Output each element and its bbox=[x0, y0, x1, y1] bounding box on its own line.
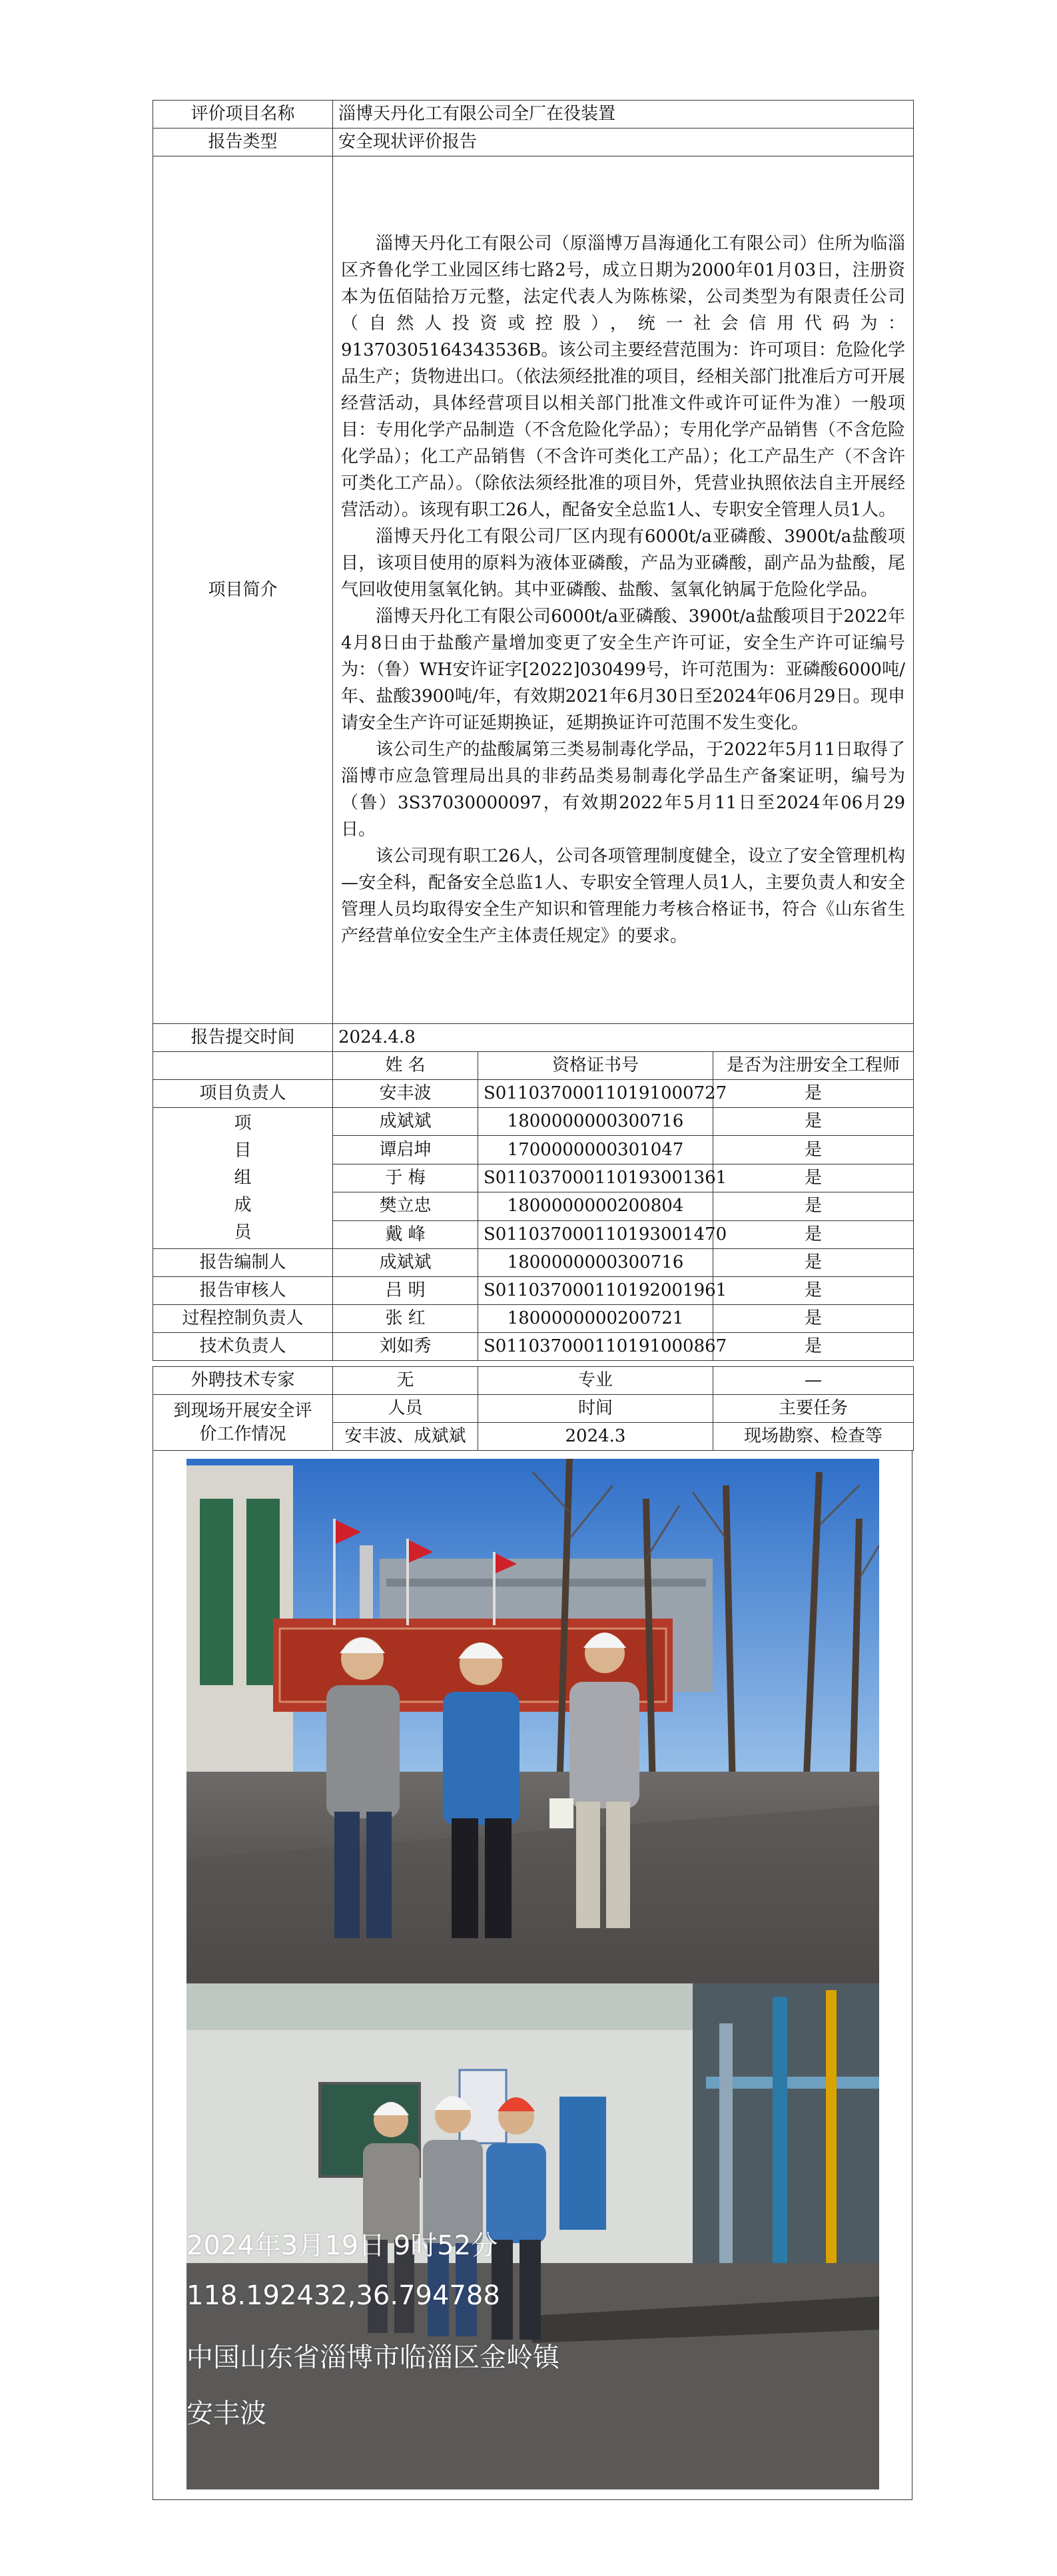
role-label: 过程控制负责人 bbox=[153, 1305, 333, 1333]
member-name: 戴 峰 bbox=[333, 1220, 478, 1248]
role-cert: S011037000110192001961 bbox=[478, 1277, 713, 1305]
member-name: 樊立忠 bbox=[333, 1192, 478, 1220]
site-time: 2024.3 bbox=[478, 1423, 713, 1451]
site-task: 现场勘察、检查等 bbox=[713, 1423, 914, 1451]
role-registered: 是 bbox=[713, 1333, 914, 1361]
role-registered: 是 bbox=[713, 1249, 914, 1277]
intro-label: 项目简介 bbox=[153, 156, 333, 1024]
info-table bbox=[153, 100, 914, 1361]
member-registered: 是 bbox=[713, 1192, 914, 1220]
role-name: 张 红 bbox=[333, 1305, 478, 1333]
members-label-char: 项 bbox=[234, 1113, 252, 1133]
intro-paragraph: 该公司现有职工26人，公司各项管理制度健全，设立了安全管理机构—安全科，配备安全总监1人、专职安全管理人员1人，主要负责人和安全管理人员均取得安全生产知识和管理能力考核合格证书，符合《山东省生产经营单位安全生产主体责任规定》的要求。 bbox=[341, 846, 906, 946]
role-name: 成斌斌 bbox=[333, 1249, 478, 1277]
report-type-label: 报告类型 bbox=[153, 129, 333, 156]
report-type-value: 安全现状评价报告 bbox=[333, 129, 914, 156]
intro-paragraph: 淄博天丹化工有限公司（原淄博万昌海通化工有限公司）住所为临淄区齐鲁化学工业园区纬七路2号，成立日期为2000年01月03日，注册资本为伍佰陆拾万元整，法定代表人为陈栋梁，公司类型为有限责任公司（自然人投资或控股），统一社会信用代码为：91370305164343536B。该公司主要经营范围为：许可项目：危险化学品生产；货物进出口。（依法须经批准的项目，经相关部门批准后方可开展经营活动，具体经营项目以相关部门批准文件或许可证件为准）一般项目：专用化学产品制造（不含危险化学品）；专用化学产品销售（不含危险化学品）；化工产品销售（不含许可类化工产品）；化工产品生产（不含许可类化工产品）。（除依法须经批准的项目外，凭营业执照依法自主开展经营活动）。该现有职工26人，配备安全总监1人、专职安全管理人员1人。 bbox=[341, 234, 906, 520]
site-label-line: 到现场开展安全评 bbox=[173, 1400, 312, 1421]
watermark-person: 安丰波 bbox=[186, 2398, 266, 2429]
role-label: 报告编制人 bbox=[153, 1249, 333, 1277]
header-name: 姓 名 bbox=[333, 1052, 478, 1080]
leader-name: 安丰波 bbox=[333, 1080, 478, 1108]
member-cert: 1700000000301047 bbox=[478, 1136, 713, 1164]
submit-value: 2024.4.8 bbox=[333, 1024, 914, 1052]
intro-paragraph: 淄博天丹化工有限公司6000t/a亚磷酸、3900t/a盐酸项目于2022年4月8日由于盐酸产量增加变更了安全生产许可证，安全生产许可证编号为：（鲁）WH安许证字[2022]030499号，许可范围为：亚磷酸6000吨/年、盐酸3900吨/年，有效期2021年6月30日至2024年06月29日。现申请安全生产许可证延期换证，延期换证许可范围不发生变化。 bbox=[341, 607, 906, 733]
header-cert: 资格证书号 bbox=[478, 1052, 713, 1080]
eval-project-label: 评价项目名称 bbox=[153, 101, 333, 129]
intro-text bbox=[333, 156, 914, 1024]
role-cert: 1800000000300716 bbox=[478, 1249, 713, 1277]
role-registered: 是 bbox=[713, 1305, 914, 1333]
role-name: 吕 明 bbox=[333, 1277, 478, 1305]
site-photo-plant bbox=[186, 1983, 879, 2489]
report-sheet bbox=[153, 100, 913, 2500]
blank-cell bbox=[153, 1052, 333, 1080]
role-cert: S011037000110191000867 bbox=[478, 1333, 713, 1361]
site-photo-gate bbox=[186, 1459, 879, 1985]
member-registered: 是 bbox=[713, 1108, 914, 1136]
leader-registered: 是 bbox=[713, 1080, 914, 1108]
expert-label: 外聘技术专家 bbox=[153, 1367, 333, 1395]
members-label-char: 组 bbox=[234, 1168, 252, 1188]
role-label: 报告审核人 bbox=[153, 1277, 333, 1305]
site-people: 安丰波、成斌斌 bbox=[333, 1423, 478, 1451]
members-label-char: 目 bbox=[234, 1141, 252, 1160]
member-registered: 是 bbox=[713, 1136, 914, 1164]
members-label bbox=[153, 1108, 333, 1249]
member-registered: 是 bbox=[713, 1164, 914, 1192]
role-cert: 1800000000200721 bbox=[478, 1305, 713, 1333]
member-cert: 1800000000200804 bbox=[478, 1192, 713, 1220]
site-col-task: 主要任务 bbox=[713, 1395, 914, 1423]
watermark-coords: 118.192432,36.794788 bbox=[186, 2280, 500, 2311]
site-label-line: 价工作情况 bbox=[199, 1423, 286, 1444]
member-cert: 1800000000300716 bbox=[478, 1108, 713, 1136]
role-label: 技术负责人 bbox=[153, 1333, 333, 1361]
intro-paragraph: 该公司生产的盐酸属第三类易制毒化学品，于2022年5月11日取得了淄博市应急管理局出具的非药品类易制毒化学品生产备案证明，编号为（鲁）3S37030000097，有效期2022年5月11日至2024年06月29日。 bbox=[341, 740, 906, 840]
site-col-people: 人员 bbox=[333, 1395, 478, 1423]
watermark-datetime: 2024年3月19日 9时52分 bbox=[186, 2230, 498, 2261]
intro-paragraph: 淄博天丹化工有限公司厂区内现有6000t/a亚磷酸、3900t/a盐酸项目，该项目使用的原料为液体亚磷酸，产品为亚磷酸，副产品为盐酸，尾气回收使用氢氧化钠。其中亚磷酸、盐酸、氢氧化钠属于危险化学品。 bbox=[341, 527, 906, 600]
leader-cert: S011037000110191000727 bbox=[478, 1080, 713, 1108]
member-name: 成斌斌 bbox=[333, 1108, 478, 1136]
watermark-location: 中国山东省淄博市临淄区金岭镇 bbox=[186, 2342, 559, 2373]
expert-field-value: — bbox=[713, 1367, 914, 1395]
members-label-char: 员 bbox=[234, 1222, 252, 1242]
role-registered: 是 bbox=[713, 1277, 914, 1305]
eval-project-value: 淄博天丹化工有限公司全厂在役装置 bbox=[333, 101, 914, 129]
leader-label: 项目负责人 bbox=[153, 1080, 333, 1108]
member-name: 于 梅 bbox=[333, 1164, 478, 1192]
expert-field-label: 专业 bbox=[478, 1367, 713, 1395]
site-col-time: 时间 bbox=[478, 1395, 713, 1423]
header-registered: 是否为注册安全工程师 bbox=[713, 1052, 914, 1080]
member-cert: S011037000110193001361 bbox=[478, 1164, 713, 1192]
site-table bbox=[153, 1366, 914, 1451]
member-cert: S011037000110193001470 bbox=[478, 1220, 713, 1248]
member-registered: 是 bbox=[713, 1220, 914, 1248]
gate-photo-image bbox=[186, 1459, 879, 1985]
submit-label: 报告提交时间 bbox=[153, 1024, 333, 1052]
role-name: 刘如秀 bbox=[333, 1333, 478, 1361]
site-label bbox=[153, 1395, 333, 1451]
member-name: 谭启坤 bbox=[333, 1136, 478, 1164]
photo-panel bbox=[153, 1451, 912, 2500]
members-label-char: 成 bbox=[234, 1195, 252, 1215]
expert-value: 无 bbox=[333, 1367, 478, 1395]
